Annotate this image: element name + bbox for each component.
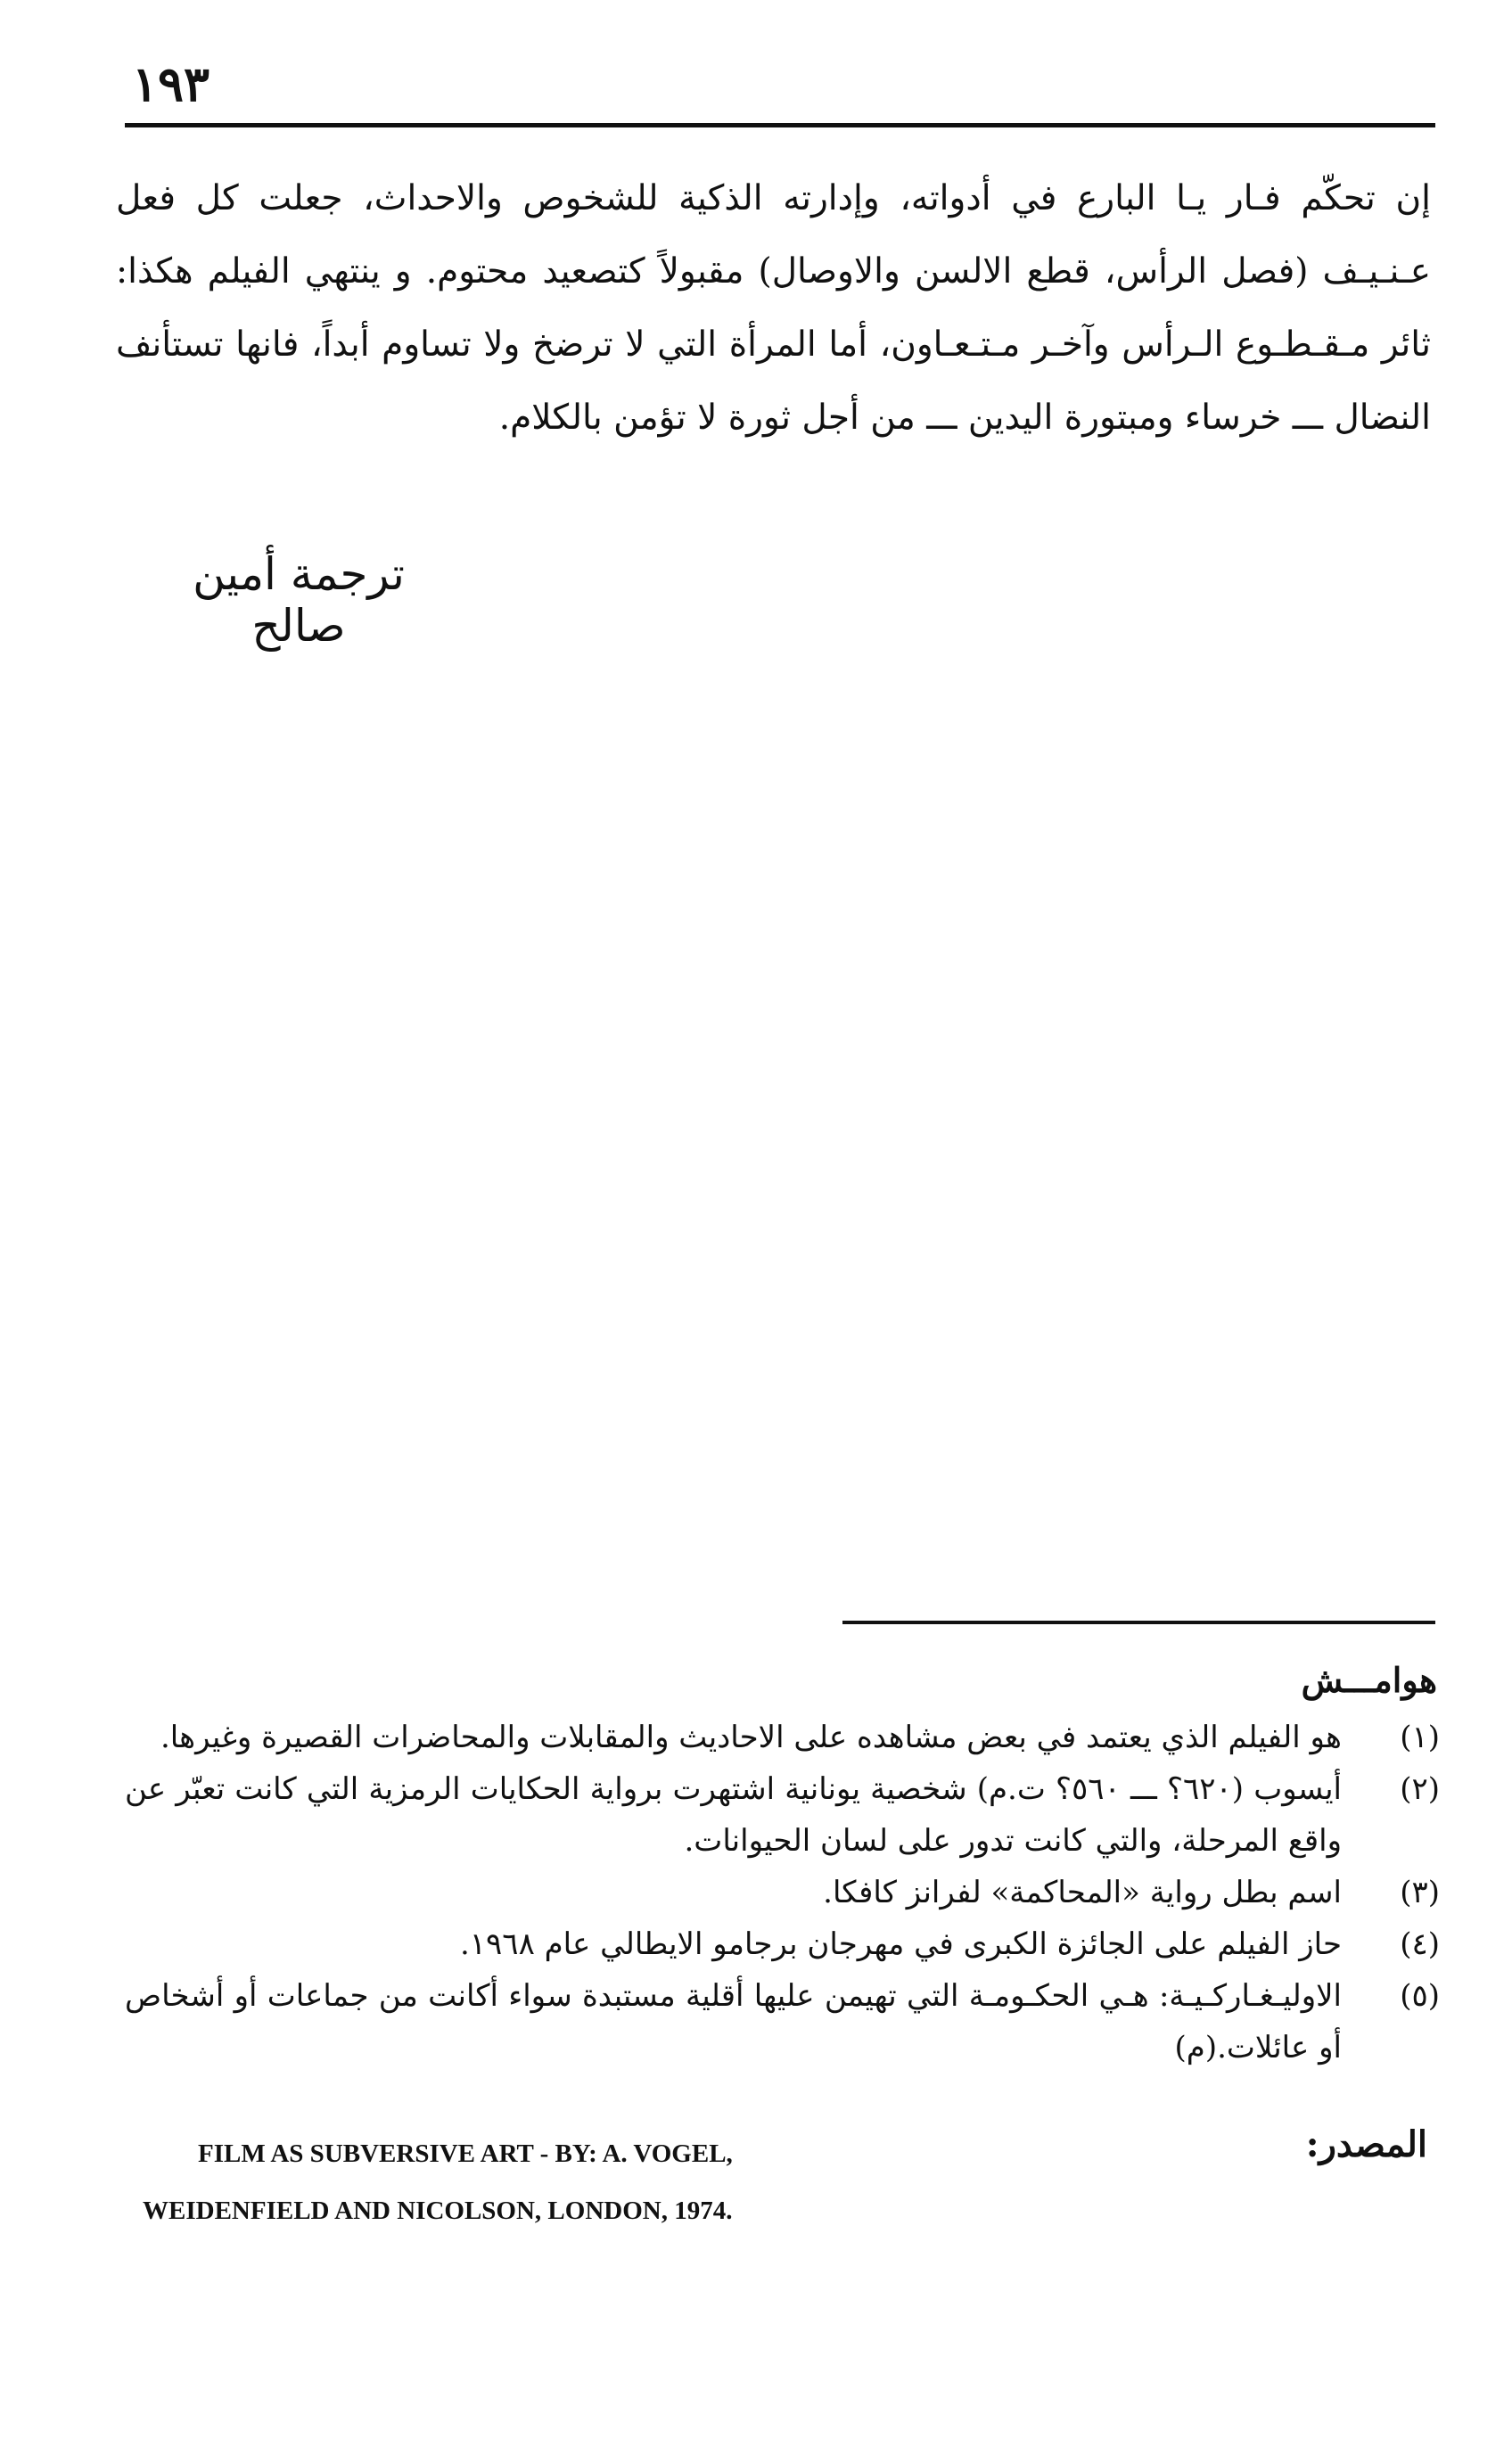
footnote-number: (٣) (1400, 1875, 1440, 1910)
body-text: إن تحكّم فـار يـا البارع في أدواته، وإدارته الذكية للشخوص والاحداث، جعلت كل فعل عـنـيـف (فصل الرأس، قطع الالسن والاوصال) مقبولاً كتصعيد محتوم. و ينتهي الفيلم هكذا: ثائر مـقـطـوع الـرأس وآخـر مـتـعـاون، أما المرأة التي لا ترضخ ولا تساوم أبداً، فانها تستأنف النضال ـــ خرساء ومبتورة اليدين ـــ من أجل ثورة لا تؤمن بالكلام. (116, 178, 1431, 438)
footnote-text: هو الفيلم الذي يعتمد في بعض مشاهده على الاحاديث والمقابلات والمحاضرات القصيرة وغيرها. (160, 1720, 1342, 1755)
source-line-2: WEIDENFIELD AND NICOLSON, LONDON, 1974. (143, 2197, 733, 2225)
footnote-number: (٢) (1400, 1771, 1440, 1807)
footnote-text: الاوليـغـاركـيـة: هـي الحكـومـة التي تهيمن عليها أقلية مستبدة سواء أكانت من جماعات أو أشخاص أو عائلات.(م) (125, 1978, 1342, 2065)
footnote-number: (٥) (1400, 1978, 1440, 2014)
footnote-number: (١) (1400, 1720, 1440, 1755)
footnote-text: أيسوب (٦٢٠؟ ـــ ٥٦٠؟ ت.م) شخصية يونانية اشتهرت برواية الحكايات الرمزية التي كانت تعبّر عن واقع المرحلة، والتي كانت تدور على لسان الحيوانات. (125, 1771, 1343, 1859)
page-number: ١٩٣ (132, 55, 210, 112)
source-line-1: FILM AS SUBVERSIVE ART - BY: A. VOGEL, (198, 2139, 733, 2168)
source-label: المصدر: (1305, 2123, 1427, 2165)
footnote-number: (٤) (1400, 1926, 1440, 1962)
footnote-item (125, 1918, 1440, 1970)
footnotes-title: هوامـــش (1301, 1660, 1437, 1700)
body-paragraph (116, 162, 1431, 455)
source-citation (143, 2125, 874, 2239)
footnote-item (125, 1763, 1440, 1867)
footnotes-rule (842, 1621, 1435, 1624)
footnote-item (125, 1970, 1440, 2074)
footnote-text: اسم بطل رواية «المحاكمة» لفرانز كافكا. (823, 1875, 1342, 1910)
translator-signature: ترجمة أمين صالح (193, 548, 405, 652)
footnotes-list (125, 1712, 1440, 2074)
footnote-item (125, 1867, 1440, 1918)
footnote-text: حاز الفيلم على الجائزة الكبرى في مهرجان برجامو الايطالي عام ١٩٦٨. (459, 1926, 1342, 1962)
header-rule (125, 123, 1435, 127)
footnote-item (125, 1712, 1440, 1763)
